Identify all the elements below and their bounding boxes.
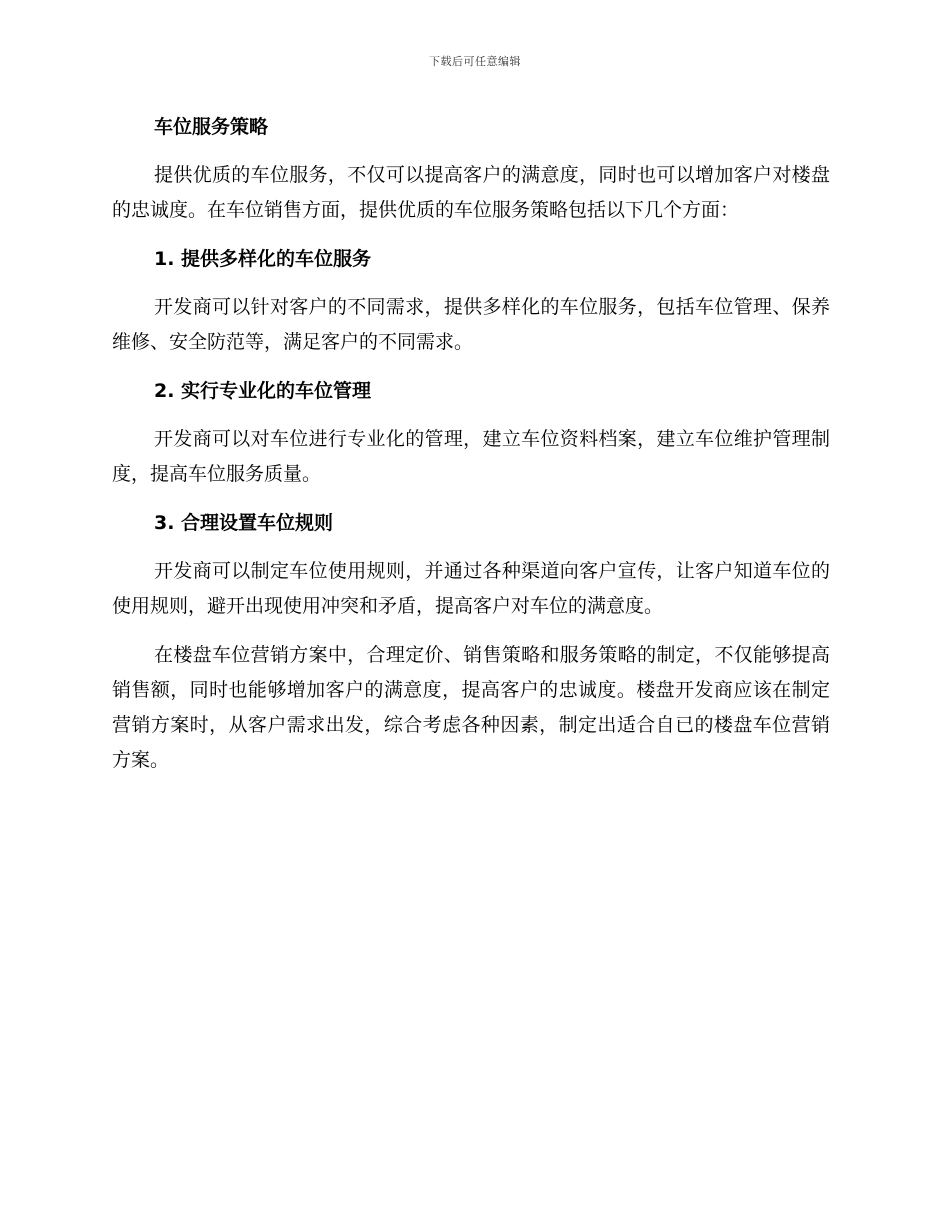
document-body	[112, 110, 830, 792]
item-paragraph-2: 开发商可以对车位进行专业化的管理，建立车位资料档案，建立车位维护管理制度，提高车位服务质量。	[112, 428, 830, 485]
conclusion-paragraph: 在楼盘车位营销方案中，合理定价、销售策略和服务策略的制定，不仅能够提高销售额，同时也能够增加客户的满意度，提高客户的忠诚度。楼盘开发商应该在制定营销方案时，从客户需求出发，综合考虑各种因素，制定出适合自已的楼盘车位营销方案。	[112, 644, 830, 771]
item-heading-2: 2. 实行专业化的车位管理	[154, 380, 372, 402]
item-heading-1: 1. 提供多样化的车位服务	[154, 248, 372, 270]
intro-paragraph: 提供优质的车位服务，不仅可以提高客户的满意度，同时也可以增加客户对楼盘的忠诚度。在车位销售方面，提供优质的车位服务策略包括以下几个方面：	[112, 164, 830, 221]
item-heading-3: 3. 合理设置车位规则	[154, 512, 334, 534]
item-paragraph-1: 开发商可以针对客户的不同需求，提供多样化的车位服务，包括车位管理、保养维修、安全防范等，满足客户的不同需求。	[112, 296, 830, 353]
section-title: 车位服务策略	[154, 116, 269, 138]
header-note: 下载后可任意编辑	[429, 55, 521, 68]
item-paragraph-3: 开发商可以制定车位使用规则，并通过各种渠道向客户宣传，让客户知道车位的使用规则，避开出现使用冲突和矛盾，提高客户对车位的满意度。	[112, 560, 830, 617]
